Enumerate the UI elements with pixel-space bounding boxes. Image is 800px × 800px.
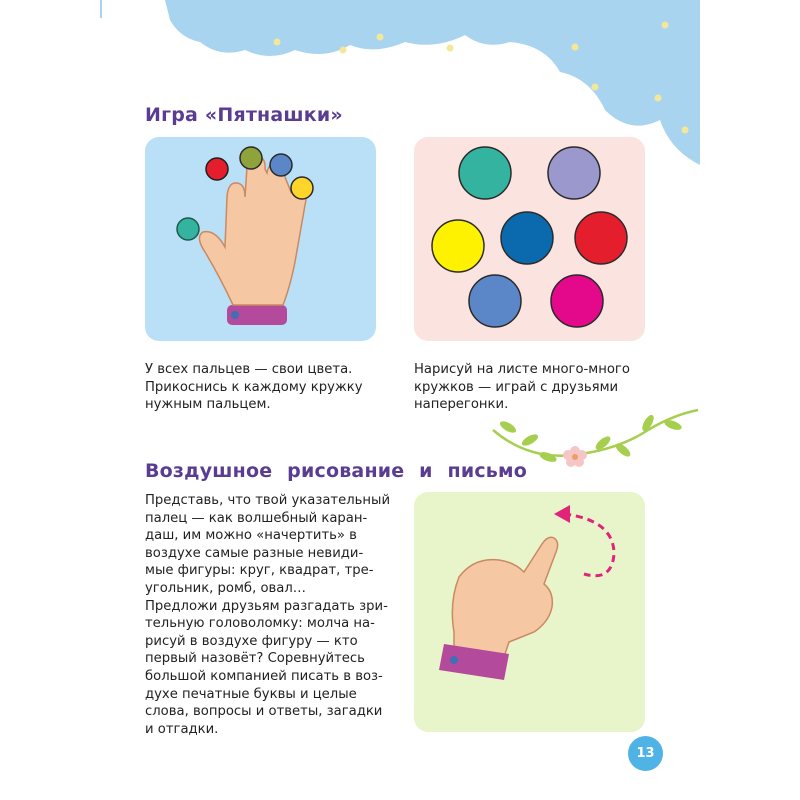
- text-line: тельную головоломку: молча на-: [145, 616, 375, 632]
- text-line: первый назовёт? Соревнуйтесь: [145, 651, 365, 667]
- red-circle: [206, 158, 228, 180]
- section2-text: [145, 492, 395, 738]
- text-line: Прикоснись к каждому кружку: [145, 379, 363, 395]
- text-line: кружков — играй с друзьями: [414, 379, 619, 395]
- text-line: воздухе самые разные невиди-: [145, 545, 364, 561]
- star-dot: [274, 39, 281, 46]
- text-line: Представь, что твой указательный: [145, 493, 391, 508]
- section1-title: Игра «Пятнашки»: [145, 104, 343, 126]
- text-line: большой компанией писать в воз-: [145, 668, 383, 684]
- star-dot: [592, 84, 599, 91]
- text-line: палец — как волшебный каран-: [145, 510, 368, 526]
- star-dot: [662, 22, 669, 29]
- text-line: нужным пальцем.: [145, 397, 271, 413]
- section1-left-caption: [145, 361, 380, 414]
- star-dot: [377, 34, 384, 41]
- colored-circles-card: [414, 137, 645, 341]
- text-line: духе печатные буквы и целые: [145, 686, 357, 702]
- text-line: угольник, ромб, овал…: [145, 580, 306, 596]
- pointing-finger-illustration: [414, 492, 645, 732]
- teal-circle: [177, 218, 199, 240]
- star-dot: [340, 47, 347, 54]
- star-dot: [682, 127, 689, 134]
- hand-colored-fingertips-illustration: [145, 137, 376, 341]
- text-line: рисуй в воздухе фигуру — кто: [145, 633, 358, 649]
- blue-circle: [270, 154, 292, 176]
- colored-circles-illustration: [414, 137, 645, 341]
- yellow-circle: [291, 177, 313, 199]
- air-drawing-card: [414, 492, 645, 732]
- star-dot: [572, 44, 579, 51]
- text-line: Нарисуй на листе много-много: [414, 362, 630, 377]
- olive-circle: [240, 147, 262, 169]
- hand-illustration-card: [145, 137, 376, 341]
- text-line: наперегонки.: [414, 397, 509, 413]
- text-line: и отгадки.: [145, 721, 219, 737]
- circular-arrow-icon: [564, 514, 614, 576]
- star-dot: [655, 95, 662, 102]
- text-line: мые фигуры: круг, квадрат, тре-: [145, 563, 374, 579]
- text-line: даш, им можно «начертить» в: [145, 528, 357, 544]
- text-line: Предложи друзьям разгадать зри-: [145, 598, 388, 614]
- page-number-badge: 13: [628, 736, 663, 771]
- page-edge-line: [100, 0, 102, 18]
- flower-icon: [563, 446, 587, 467]
- text-line: У всех пальцев — свои цвета.: [145, 362, 353, 377]
- star-dot: [447, 45, 454, 52]
- section2-title: Воздушное рисование и письмо: [145, 460, 528, 482]
- text-line: слова, вопросы и ответы, загадки: [145, 704, 383, 720]
